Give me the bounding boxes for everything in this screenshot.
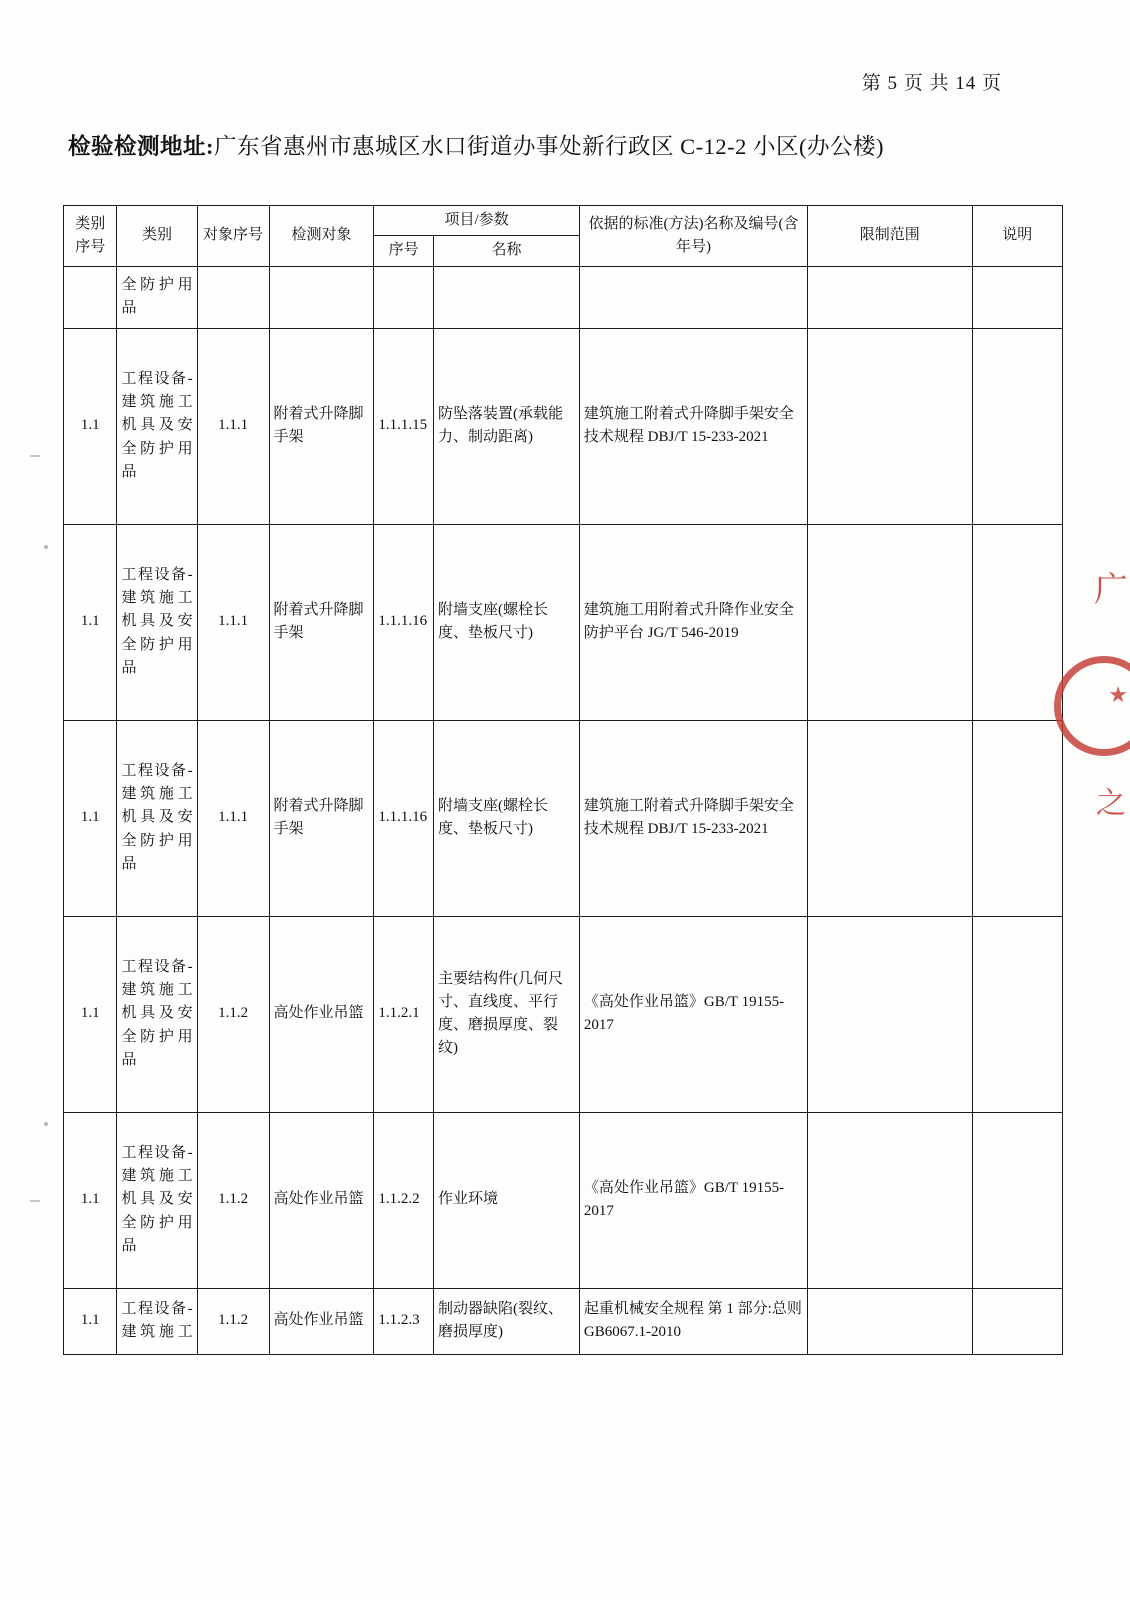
- cell-item-idx: 1.1.2.3: [374, 1288, 434, 1354]
- inspection-capability-table: [63, 205, 1063, 1355]
- table-row: [64, 1112, 1063, 1288]
- cell-limit: [808, 1288, 972, 1354]
- cell-item-name: 附墙支座(螺栓长度、垫板尺寸): [433, 720, 579, 916]
- cell-obj-idx: 1.1.1: [197, 524, 269, 720]
- cell-limit: [808, 720, 972, 916]
- cell-cat: 全防护用品: [117, 266, 197, 328]
- binding-mark: [30, 1200, 40, 1202]
- header-cat: 类别: [117, 206, 197, 267]
- red-seal-mark: [1090, 570, 1130, 860]
- cell-obj: 附着式升降脚手架: [269, 328, 374, 524]
- table-row: [64, 266, 1063, 328]
- table-row: [64, 916, 1063, 1112]
- seal-char-top: 广: [1094, 572, 1128, 609]
- header-item-group: 项目/参数: [374, 206, 580, 236]
- cell-item-name: [433, 266, 579, 328]
- cell-cat-idx: 1.1: [64, 524, 117, 720]
- cell-obj: 高处作业吊篮: [269, 1288, 374, 1354]
- header-cat-idx: 类别序号: [64, 206, 117, 267]
- table-row: [64, 1288, 1063, 1354]
- table-row: [64, 328, 1063, 524]
- cell-obj-idx: [197, 266, 269, 328]
- cell-cat: 工程设备-建筑施工机具及安全防护用品: [117, 720, 197, 916]
- seal-char-bottom: 之: [1096, 787, 1126, 820]
- page-number-header: 第 5 页 共 14 页: [861, 73, 1002, 94]
- cell-limit: [808, 328, 972, 524]
- cell-note: [972, 524, 1062, 720]
- cell-item-name: 制动器缺陷(裂纹、磨损厚度): [433, 1288, 579, 1354]
- cell-limit: [808, 266, 972, 328]
- cell-item-idx: 1.1.1.16: [374, 720, 434, 916]
- cell-obj: [269, 266, 374, 328]
- table-header-row: [64, 206, 1063, 236]
- cell-standard: 《高处作业吊篮》GB/T 19155-2017: [579, 916, 807, 1112]
- cell-obj: 附着式升降脚手架: [269, 720, 374, 916]
- cell-limit: [808, 916, 972, 1112]
- cell-item-name: 作业环境: [433, 1112, 579, 1288]
- cell-cat: 工程设备-建筑施工: [117, 1288, 197, 1354]
- header-item-idx: 序号: [374, 236, 434, 266]
- binding-dot: [44, 545, 48, 549]
- cell-note: [972, 1288, 1062, 1354]
- cell-item-idx: 1.1.2.1: [374, 916, 434, 1112]
- cell-limit: [808, 1112, 972, 1288]
- cell-note: [972, 720, 1062, 916]
- table-row: [64, 524, 1063, 720]
- cell-item-name: 主要结构件(几何尺寸、直线度、平行度、磨损厚度、裂纹): [433, 916, 579, 1112]
- cell-item-idx: 1.1.2.2: [374, 1112, 434, 1288]
- binding-dot: [44, 1122, 48, 1126]
- seal-ring: [1054, 656, 1130, 756]
- cell-standard: 建筑施工附着式升降脚手架安全技术规程 DBJ/T 15-233-2021: [579, 328, 807, 524]
- cell-cat-idx: [64, 266, 117, 328]
- cell-note: [972, 266, 1062, 328]
- cell-cat: 工程设备-建筑施工机具及安全防护用品: [117, 328, 197, 524]
- seal-star-icon: ★: [1108, 682, 1128, 707]
- cell-standard: 起重机械安全规程 第 1 部分:总则 GB6067.1-2010: [579, 1288, 807, 1354]
- cell-item-idx: 1.1.1.16: [374, 524, 434, 720]
- cell-obj: 高处作业吊篮: [269, 1112, 374, 1288]
- cell-obj-idx: 1.1.2: [197, 1112, 269, 1288]
- cell-standard: 建筑施工附着式升降脚手架安全技术规程 DBJ/T 15-233-2021: [579, 720, 807, 916]
- cell-cat-idx: 1.1: [64, 916, 117, 1112]
- header-item-name: 名称: [433, 236, 579, 266]
- cell-note: [972, 328, 1062, 524]
- cell-item-name: 附墙支座(螺栓长度、垫板尺寸): [433, 524, 579, 720]
- header-obj: 检测对象: [269, 206, 374, 267]
- cell-limit: [808, 524, 972, 720]
- inspection-address-label: 检验检测地址:: [68, 134, 214, 159]
- cell-standard: 《高处作业吊篮》GB/T 19155-2017: [579, 1112, 807, 1288]
- cell-note: [972, 916, 1062, 1112]
- inspection-address: [68, 128, 998, 165]
- cell-standard: [579, 266, 807, 328]
- cell-cat: 工程设备-建筑施工机具及安全防护用品: [117, 1112, 197, 1288]
- header-standard: 依据的标准(方法)名称及编号(含年号): [579, 206, 807, 267]
- table-row: [64, 720, 1063, 916]
- cell-cat-idx: 1.1: [64, 1112, 117, 1288]
- cell-cat: 工程设备-建筑施工机具及安全防护用品: [117, 916, 197, 1112]
- header-note: 说明: [972, 206, 1062, 267]
- cell-obj: 附着式升降脚手架: [269, 524, 374, 720]
- cell-obj-idx: 1.1.2: [197, 1288, 269, 1354]
- cell-standard: 建筑施工用附着式升降作业安全防护平台 JG/T 546-2019: [579, 524, 807, 720]
- cell-cat-idx: 1.1: [64, 720, 117, 916]
- cell-obj-idx: 1.1.1: [197, 328, 269, 524]
- cell-obj-idx: 1.1.1: [197, 720, 269, 916]
- header-obj-idx: 对象序号: [197, 206, 269, 267]
- cell-note: [972, 1112, 1062, 1288]
- binding-mark: [30, 455, 40, 457]
- cell-obj: 高处作业吊篮: [269, 916, 374, 1112]
- cell-cat-idx: 1.1: [64, 328, 117, 524]
- cell-item-idx: 1.1.1.15: [374, 328, 434, 524]
- header-limit: 限制范围: [808, 206, 972, 267]
- cell-cat: 工程设备-建筑施工机具及安全防护用品: [117, 524, 197, 720]
- cell-cat-idx: 1.1: [64, 1288, 117, 1354]
- cell-item-name: 防坠落装置(承载能力、制动距离): [433, 328, 579, 524]
- cell-obj-idx: 1.1.2: [197, 916, 269, 1112]
- cell-item-idx: [374, 266, 434, 328]
- inspection-address-value: 广东省惠州市惠城区水口街道办事处新行政区 C-12-2 小区(办公楼): [214, 134, 884, 159]
